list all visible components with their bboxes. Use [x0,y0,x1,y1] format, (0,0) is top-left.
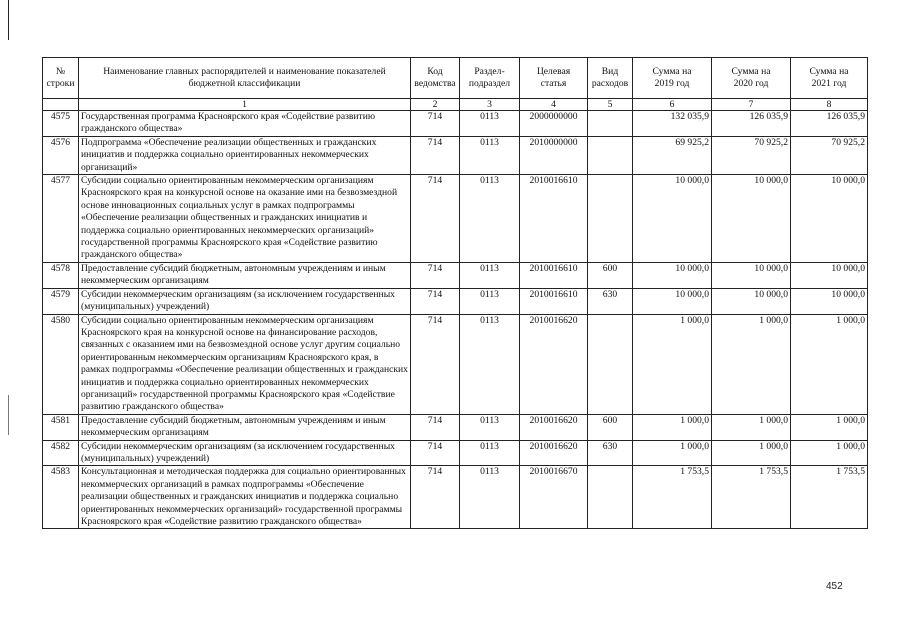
row-sum-2019: 69 925,2 [633,136,712,174]
row-section: 0113 [460,314,520,414]
table-row [43,314,868,414]
row-number: 4583 [43,466,79,529]
header-name: Наименование главных распорядителей и наименование показателей бюджетной классификации [79,58,411,99]
row-name: Предоставление субсидий бюджетным, автономным учреждениям и иным некоммерческим организациям [79,414,411,440]
row-expense-kind [588,111,633,137]
row-department-code: 714 [411,136,460,174]
row-sum-2020: 10 000,0 [712,262,791,288]
table-row [43,288,868,314]
row-sum-2021: 1 000,0 [791,314,868,414]
row-name: Предоставление субсидий бюджетным, автономным учреждениям и иным некоммерческим организациям [79,262,411,288]
row-number: 4582 [43,440,79,466]
table-row [43,175,868,263]
row-target-article: 2010016670 [520,466,588,529]
budget-table [42,57,868,529]
column-number: 1 [79,99,411,111]
row-sum-2021: 70 925,2 [791,136,868,174]
row-sum-2019: 132 035,9 [633,111,712,137]
row-department-code: 714 [411,314,460,414]
column-number: 6 [633,99,712,111]
header-sum-2020: Сумма на 2020 год [712,58,791,99]
row-number: 4577 [43,175,79,263]
row-name: Субсидии некоммерческим организациям (за исключением государственных (муниципальных) учреждений) [79,288,411,314]
row-name: Государственная программа Красноярского края «Содействие развитию гражданского общества» [79,111,411,137]
row-sum-2021: 126 035,9 [791,111,868,137]
row-sum-2019: 1 000,0 [633,440,712,466]
row-sum-2019: 10 000,0 [633,175,712,263]
table-row [43,262,868,288]
row-sum-2020: 1 753,5 [712,466,791,529]
row-expense-kind: 600 [588,262,633,288]
table-row [43,466,868,529]
row-sum-2021: 10 000,0 [791,175,868,263]
row-name: Субсидии социально ориентированным некоммерческим организациям Красноярского края на конкурсной основе на оказание ими на безвозмездной основе инновационных социальных услуг в рамках подпрограммы «Обеспечение реализации общественных и гражданских инициатив и поддержка социально ориентированных некоммерческих организаций» государственной программы Красноярского края «Содействие развитию гражданского общества» [79,175,411,263]
table-row [43,414,868,440]
row-sum-2020: 1 000,0 [712,440,791,466]
row-sum-2019: 10 000,0 [633,288,712,314]
row-target-article: 2010016610 [520,288,588,314]
row-sum-2020: 1 000,0 [712,314,791,414]
row-section: 0113 [460,414,520,440]
row-department-code: 714 [411,466,460,529]
row-name: Подпрограмма «Обеспечение реализации общественных и гражданских инициатив и поддержка социально ориентированных некоммерческих организаций» [79,136,411,174]
row-number: 4581 [43,414,79,440]
column-number: 7 [712,99,791,111]
row-expense-kind: 630 [588,440,633,466]
scan-margin-line [8,0,9,40]
row-sum-2020: 126 035,9 [712,111,791,137]
row-name: Субсидии некоммерческим организациям (за исключением государственных (муниципальных) учреждений) [79,440,411,466]
row-section: 0113 [460,111,520,137]
header-department-code: Код ведомства [411,58,460,99]
row-target-article: 2010016620 [520,314,588,414]
row-department-code: 714 [411,440,460,466]
column-number: 3 [460,99,520,111]
header-row-number: № строки [43,58,79,99]
row-sum-2021: 10 000,0 [791,262,868,288]
row-number: 4579 [43,288,79,314]
row-target-article: 2010016610 [520,175,588,263]
row-sum-2021: 1 000,0 [791,440,868,466]
row-section: 0113 [460,440,520,466]
scan-margin-line [8,395,9,435]
row-sum-2020: 1 000,0 [712,414,791,440]
row-department-code: 714 [411,288,460,314]
header-sum-2019: Сумма на 2019 год [633,58,712,99]
column-number-row [43,99,868,111]
row-department-code: 714 [411,414,460,440]
row-department-code: 714 [411,262,460,288]
row-section: 0113 [460,175,520,263]
row-sum-2020: 10 000,0 [712,175,791,263]
row-sum-2019: 1 000,0 [633,414,712,440]
row-number: 4576 [43,136,79,174]
row-target-article: 2010016620 [520,440,588,466]
row-expense-kind: 630 [588,288,633,314]
row-number: 4578 [43,262,79,288]
row-sum-2021: 10 000,0 [791,288,868,314]
row-section: 0113 [460,288,520,314]
table-row [43,111,868,137]
row-sum-2021: 1 753,5 [791,466,868,529]
row-expense-kind [588,175,633,263]
row-name: Консультационная и методическая поддержка для социально ориентированных некоммерческих организаций в рамках подпрограммы «Обеспечение реализации общественных и гражданских инициатив и поддержка социально ориентированных некоммерческих организаций» государственной программы Красноярского края «Содействие развитию гражданского общества» [79,466,411,529]
row-sum-2020: 10 000,0 [712,288,791,314]
table-row [43,136,868,174]
row-section: 0113 [460,466,520,529]
column-number: 4 [520,99,588,111]
row-sum-2019: 10 000,0 [633,262,712,288]
row-expense-kind: 600 [588,414,633,440]
row-name: Субсидии социально ориентированным некоммерческим организациям Красноярского края на конкурсной основе на финансирование расходов, связанных с оказанием ими на безвозмездной основе услуг другим социально ориентированным некоммерческим организациям Красноярского края, в рамках подпрограммы «Обеспечение реализации общественных и гражданских инициатив и поддержка социально ориентированных некоммерческих организаций» государственной программы Красноярского края «Содействие развитию гражданского общества» [79,314,411,414]
row-sum-2020: 70 925,2 [712,136,791,174]
header-target-article: Целевая статья [520,58,588,99]
row-department-code: 714 [411,175,460,263]
table-header-row [43,58,868,99]
row-target-article: 2000000000 [520,111,588,137]
column-number: 5 [588,99,633,111]
row-sum-2021: 1 000,0 [791,414,868,440]
header-expense-kind: Вид расходов [588,58,633,99]
column-number: 2 [411,99,460,111]
row-number: 4580 [43,314,79,414]
row-expense-kind [588,466,633,529]
header-sum-2021: Сумма на 2021 год [791,58,868,99]
row-section: 0113 [460,262,520,288]
row-target-article: 2010016620 [520,414,588,440]
row-sum-2019: 1 000,0 [633,314,712,414]
row-section: 0113 [460,136,520,174]
table-row [43,440,868,466]
row-expense-kind [588,136,633,174]
column-number [43,99,79,111]
row-department-code: 714 [411,111,460,137]
column-number: 8 [791,99,868,111]
row-target-article: 2010016610 [520,262,588,288]
page-number: 452 [826,581,843,592]
row-expense-kind [588,314,633,414]
row-number: 4575 [43,111,79,137]
row-sum-2019: 1 753,5 [633,466,712,529]
header-section: Раздел- подраздел [460,58,520,99]
row-target-article: 2010000000 [520,136,588,174]
